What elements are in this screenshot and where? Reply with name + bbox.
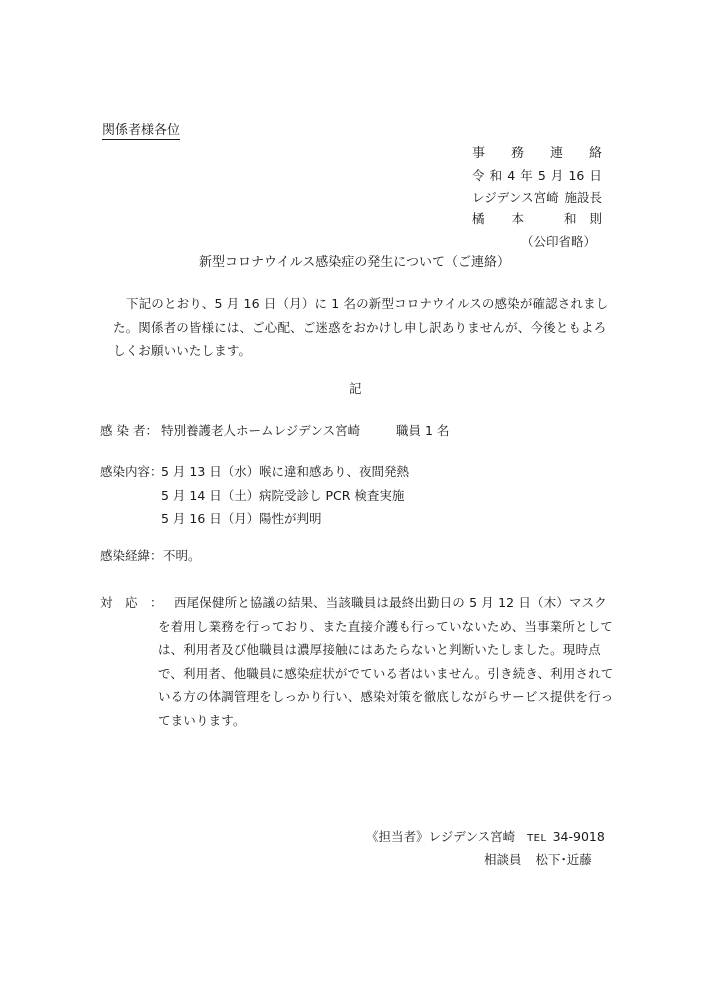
tel-number: 34-9018 bbox=[552, 829, 605, 844]
document-type-char: 務 bbox=[510, 146, 524, 161]
intro-paragraph: 下記のとおり、5 月 16 日（月）に 1 名の新型コロナウイルスの感染が確認されました。関係者の皆様には、ご心配、ご迷惑をおかけし申し訳ありませんが、今後ともよろしくお願いいたします。 bbox=[113, 296, 609, 358]
name-char: 和 bbox=[564, 211, 577, 226]
detail-row bbox=[161, 466, 409, 479]
staff-line bbox=[484, 854, 592, 867]
addressee: 関係者様各位 bbox=[102, 123, 181, 138]
date-part: 4 bbox=[507, 168, 516, 183]
date-part: 日 bbox=[589, 168, 602, 183]
document-type-char: 絡 bbox=[588, 146, 602, 161]
route-label: 感染経緯： bbox=[100, 548, 163, 563]
document-type-char: 連 bbox=[549, 146, 563, 161]
detail-text: 病院受診し PCR 検査実施 bbox=[259, 488, 405, 503]
infected-count: 職員 1 名 bbox=[396, 423, 450, 438]
staff-role: 相談員 bbox=[484, 852, 522, 867]
sender-given-name bbox=[564, 213, 602, 226]
detail-row bbox=[161, 490, 404, 503]
date-part: 令 bbox=[472, 168, 485, 183]
name-char: 則 bbox=[589, 211, 602, 226]
response-label: 対 応 ： bbox=[100, 595, 163, 610]
contact-line bbox=[366, 831, 605, 844]
infected-place: 特別養護老人ホームレジデンス宮崎 bbox=[161, 423, 361, 438]
response-text: 西尾保健所と協議の結果、当該職員は最終出勤日の 5 月 12 日（木）マスクを着用し業務を行っており、また直接介護も行っていないため、当事業所としては、利用者及び他職員は濃厚接触にはあたらないと判断いたしました。現時点で、利用者、他職員に感染症状がでている者はいません。引き続き、利用されている方の体調管理をしっかり行い、感染対策を徹底しながらサービス提供を行ってまいります。 bbox=[158, 595, 614, 728]
date-part: 月 bbox=[550, 168, 564, 183]
date-part: 和 bbox=[489, 168, 503, 183]
detail-date: 5 月 14 日（土） bbox=[161, 488, 260, 503]
sender-surname bbox=[472, 213, 524, 226]
infected-label: 感 染 者： bbox=[100, 423, 158, 438]
facility-name: レジデンス宮崎 bbox=[472, 190, 559, 205]
tel-label: TEL bbox=[527, 833, 547, 844]
contact-prefix: 《担当者》レジデンス宮崎 bbox=[366, 829, 516, 844]
details-label: 感染内容： bbox=[100, 464, 163, 479]
notice-title: 新型コロナウイルス感染症の発生について（ご連絡） bbox=[199, 255, 510, 270]
seal-omitted-note: （公印省略） bbox=[520, 234, 596, 249]
route-value: 不明。 bbox=[163, 548, 201, 563]
date-part: 16 bbox=[568, 168, 585, 183]
name-char: 本 bbox=[511, 211, 524, 226]
sender-position: 施設長 bbox=[564, 190, 602, 205]
document-type bbox=[472, 147, 602, 160]
document-type-char: 事 bbox=[472, 146, 486, 161]
sender-facility bbox=[472, 192, 602, 205]
detail-date: 5 月 16 日（月） bbox=[161, 511, 260, 526]
staff-names: 松下･近藤 bbox=[535, 852, 592, 867]
detail-row bbox=[161, 513, 322, 526]
detail-date: 5 月 13 日（水） bbox=[161, 464, 260, 479]
ki-heading: 記 bbox=[349, 381, 362, 396]
name-char: 橘 bbox=[472, 211, 485, 226]
date-part: 年 bbox=[520, 168, 533, 183]
detail-text: 陽性が判明 bbox=[259, 511, 322, 526]
issue-date bbox=[472, 170, 602, 183]
date-part: 5 bbox=[537, 168, 546, 183]
detail-text: 喉に違和感あり、夜間発熱 bbox=[259, 464, 410, 479]
